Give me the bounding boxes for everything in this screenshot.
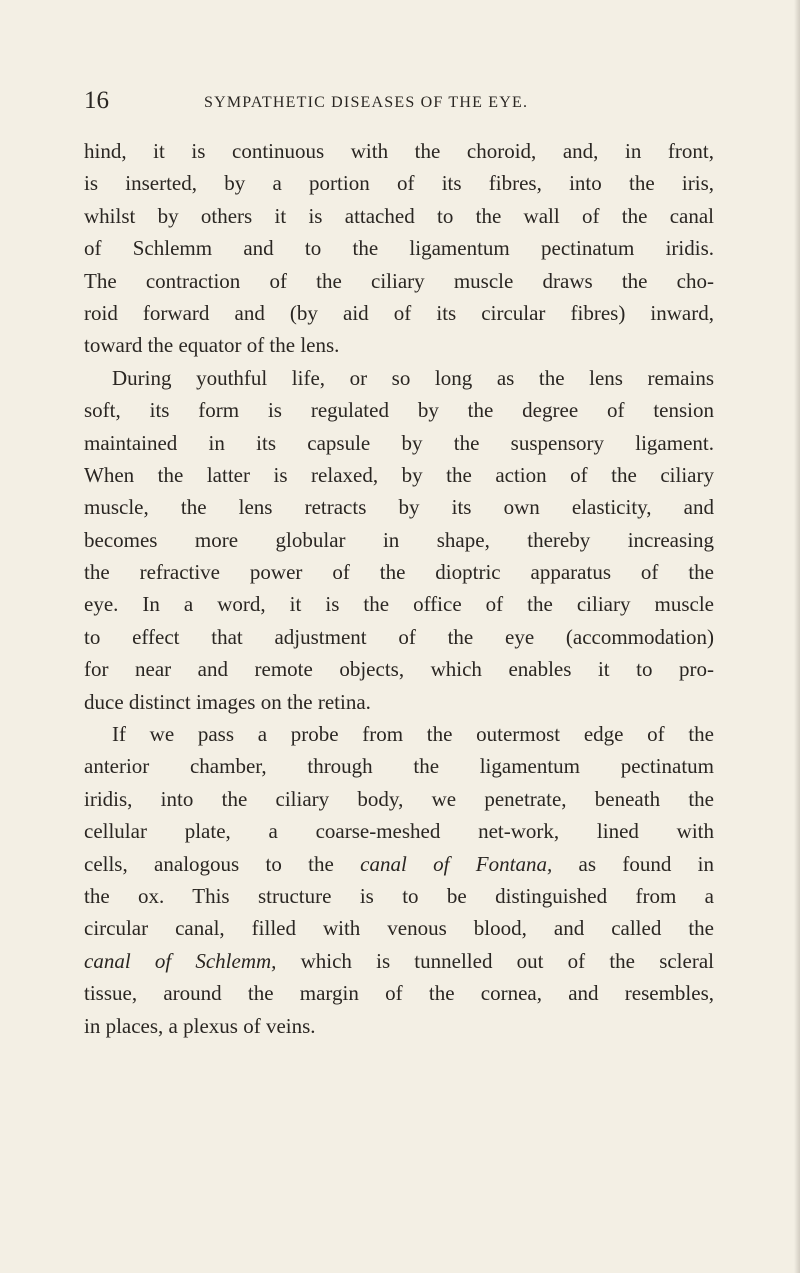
paragraph-2 — [84, 362, 714, 718]
paragraph-1 — [84, 135, 714, 362]
text-line: in places, a plexus of veins. — [84, 1013, 316, 1038]
text-segment: as found in — [552, 851, 714, 876]
text-line: roid forward and (by aid of its circular fibres) inward, — [84, 300, 714, 325]
text-line: duce distinct images on the retina. — [84, 689, 371, 714]
page-edge-shadow — [794, 0, 800, 1273]
text-line: The contraction of the ciliary muscle draws the cho- — [84, 268, 714, 293]
italic-term-canal-of-fontana: canal of Fontana, — [360, 851, 553, 876]
text-line: of Schlemm and to the ligamentum pectinatum iridis. — [84, 236, 714, 261]
text-line: During youthful life, or so long as the lens remains — [112, 365, 714, 390]
text-segment: which is tunnelled out of the scleral — [276, 948, 714, 973]
text-line: is inserted, by a portion of its fibres, into the iris, — [84, 171, 714, 196]
text-line: the refractive power of the dioptric apparatus of the — [84, 560, 714, 585]
text-line: iridis, into the ciliary body, we penetrate, beneath the — [84, 786, 714, 811]
text-line: When the latter is relaxed, by the action of the ciliary — [84, 462, 714, 487]
text-line — [84, 945, 714, 977]
text-line: for near and remote objects, which enables it to pro- — [84, 657, 714, 682]
text-line: maintained in its capsule by the suspensory ligament. — [84, 430, 714, 455]
paragraph-3 — [84, 718, 714, 1042]
text-line: tissue, around the margin of the cornea, and resembles, — [84, 981, 714, 1006]
text-line: whilst by others it is attached to the wall of the canal — [84, 203, 714, 228]
text-line: eye. In a word, it is the office of the ciliary muscle — [84, 592, 714, 617]
text-line: hind, it is continuous with the choroid, and, in front, — [84, 139, 714, 163]
text-line: cellular plate, a coarse-meshed net-work, lined with — [84, 819, 714, 844]
text-line: soft, its form is regulated by the degree of tension — [84, 398, 714, 423]
running-head: SYMPATHETIC DISEASES OF THE EYE. — [204, 94, 529, 111]
text-line: to effect that adjustment of the eye (accommodation) — [84, 624, 714, 649]
text-line — [84, 848, 714, 880]
page-header — [84, 86, 704, 116]
text-line: toward the equator of the lens. — [84, 333, 340, 358]
text-line: muscle, the lens retracts by its own elasticity, and — [84, 495, 714, 520]
text-line: the ox. This structure is to be distinguished from a — [84, 883, 714, 908]
text-line: becomes more globular in shape, thereby increasing — [84, 527, 714, 552]
text-line: circular canal, filled with venous blood, and called the — [84, 916, 714, 941]
page-number: 16 — [84, 87, 109, 114]
text-segment: cells, analogous to the — [84, 851, 361, 876]
text-line: anterior chamber, through the ligamentum pectinatum — [84, 754, 714, 779]
text-line: If we pass a probe from the outermost edge of the — [112, 722, 714, 747]
italic-term-canal-of-schlemm: canal of Schlemm, — [84, 948, 277, 973]
body-text — [84, 135, 714, 1042]
